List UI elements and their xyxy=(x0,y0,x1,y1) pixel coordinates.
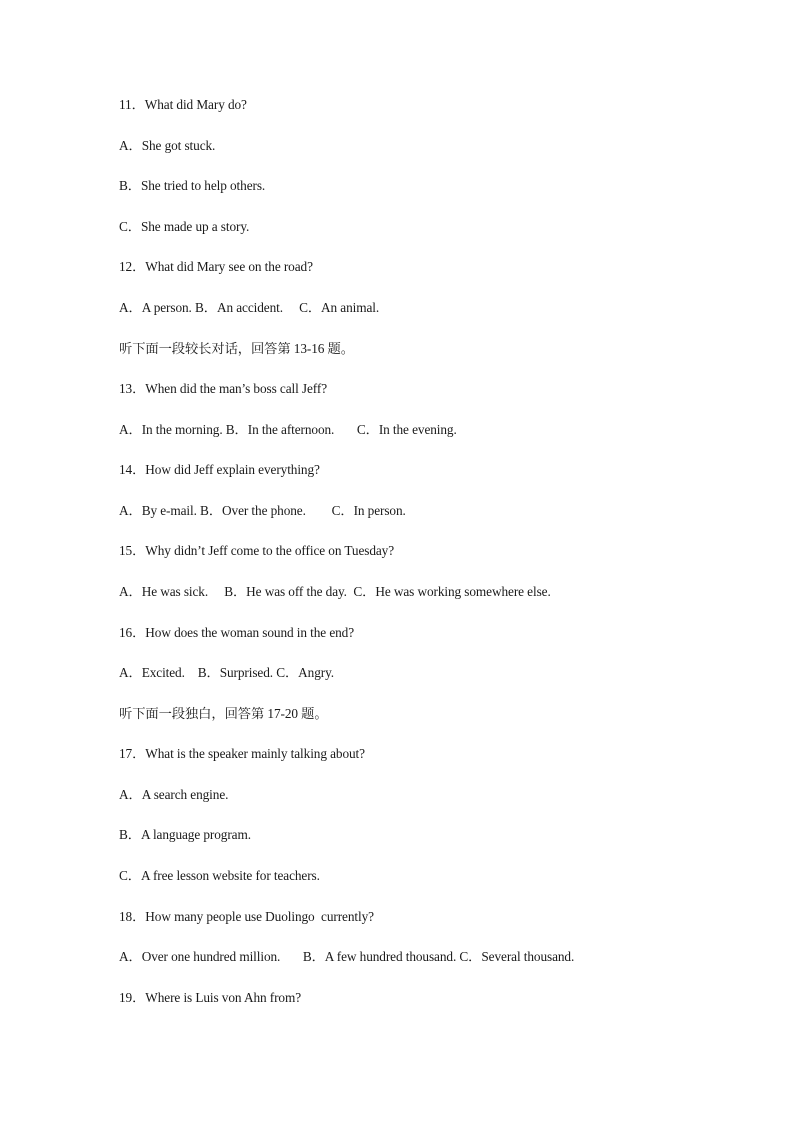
question-12-options: A．A person. B．An accident. C．An animal. xyxy=(119,300,380,315)
question-18-options: A．Over one hundred million. B．A few hundred thousand. C．Several thousand. xyxy=(119,949,575,964)
question-15-options: A．He was sick. B．He was off the day. C．He was working somewhere else. xyxy=(119,584,551,599)
question-17-option-c: C．A free lesson website for teachers. xyxy=(119,868,320,883)
question-11-option-b: B．She tried to help others. xyxy=(119,178,266,193)
question-16-options: A．Excited. B．Surprised. C．Angry. xyxy=(119,665,335,680)
question-14-options: A．By e-mail. B．Over the phone. C．In person. xyxy=(119,503,406,518)
question-15: 15．Why didn’t Jeff come to the office on Tuesday? xyxy=(119,543,395,558)
question-13: 13．When did the man’s boss call Jeff? xyxy=(119,381,328,396)
question-13-options: A．In the morning. B．In the afternoon. C．In the evening. xyxy=(119,422,457,437)
question-19: 19．Where is Luis von Ahn from? xyxy=(119,990,302,1005)
question-16: 16．How does the woman sound in the end? xyxy=(119,625,355,640)
question-18: 18．How many people use Duolingo currently? xyxy=(119,909,374,924)
question-11-option-c: C．She made up a story. xyxy=(119,219,250,234)
question-11: 11．What did Mary do? xyxy=(119,97,247,112)
section-heading-17-20: 听下面一段独白，回答第 17-20 题。 xyxy=(119,706,328,721)
section-heading-13-16: 听下面一段较长对话，回答第 13-16 题。 xyxy=(119,341,354,356)
question-11-option-a: A．She got stuck. xyxy=(119,138,216,153)
question-17-option-b: B．A language program. xyxy=(119,827,251,842)
question-14: 14．How did Jeff explain everything? xyxy=(119,462,320,477)
question-17: 17．What is the speaker mainly talking about? xyxy=(119,746,365,761)
question-17-option-a: A．A search engine. xyxy=(119,787,229,802)
question-12: 12．What did Mary see on the road? xyxy=(119,259,313,274)
